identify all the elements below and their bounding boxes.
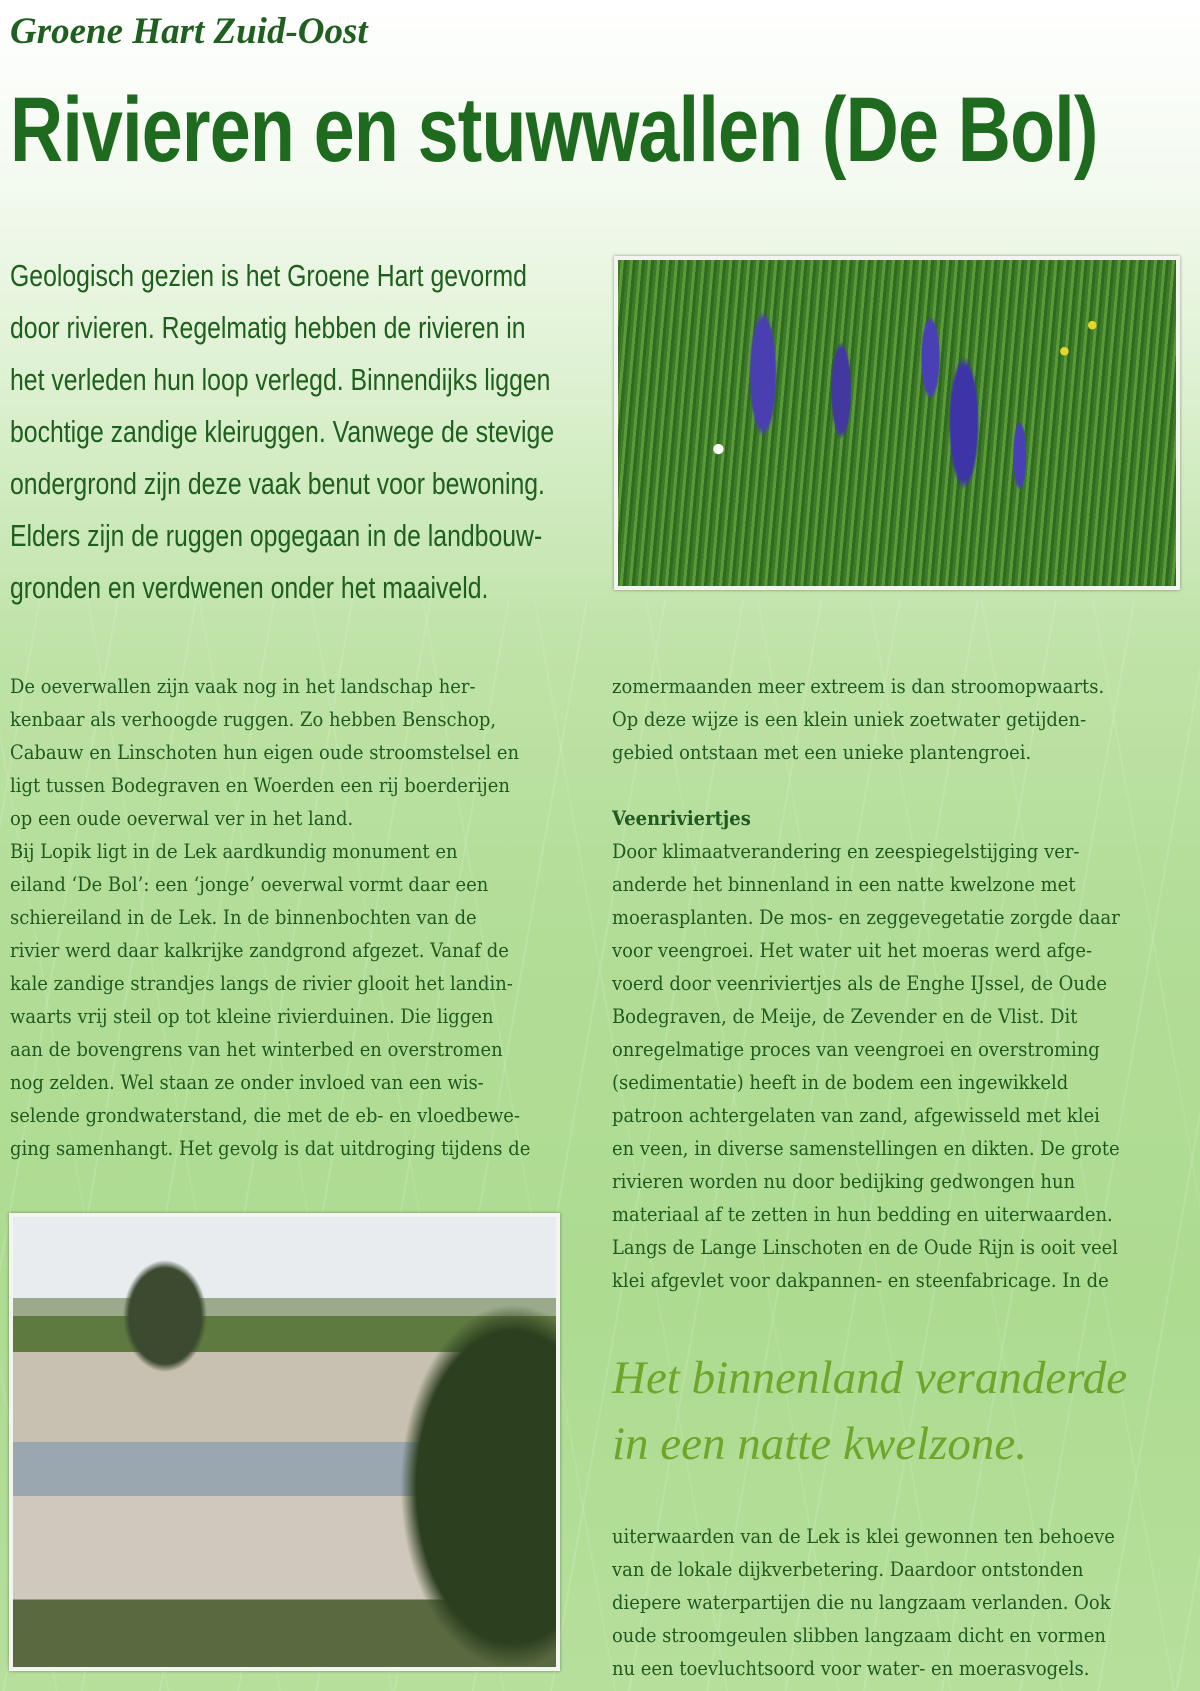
text-line: aan de bovengrens van het winterbed en overstromen <box>10 1038 503 1061</box>
series-title: Groene Hart Zuid-Oost <box>10 11 368 52</box>
text-line: kale zandige strandjes langs de rivier glooit het landin- <box>10 972 513 995</box>
left-column-text <box>10 670 530 1165</box>
text-line: patroon achtergelaten van zand, afgewisseld met klei <box>612 1104 1100 1127</box>
text-line: voerd door veenriviertjes als de Enghe IJssel, de Oude <box>612 972 1108 995</box>
text-line: gronden en verdwenen onder het maaiveld. <box>10 570 489 605</box>
text-line: waarts vrij steil op tot kleine rivierduinen. Die liggen <box>10 1005 494 1028</box>
text-line: bochtige zandige kleiruggen. Vanwege de stevige <box>10 414 555 449</box>
text-line: oude stroomgeulen slibben langzaam dicht en vormen <box>612 1624 1106 1647</box>
text-line: De oeverwallen zijn vaak nog in het landschap her- <box>10 675 476 698</box>
text-line: Cabauw en Linschoten hun eigen oude stroomstelsel en <box>10 741 520 764</box>
text-line: ondergrond zijn deze vaak benut voor bewoning. <box>10 466 545 501</box>
text-line: Bij Lopik ligt in de Lek aardkundig monument en <box>10 840 458 863</box>
photo-sage-flowers <box>614 256 1180 590</box>
text-line: moerasplanten. De mos- en zeggevegetatie zorgde daar <box>612 906 1120 929</box>
text-line: ging samenhangt. Het gevolg is dat uitdroging tijdens de <box>10 1137 531 1160</box>
quote-line: in een natte kwelzone. <box>612 1418 1028 1470</box>
text-line: kenbaar als verhoogde ruggen. Zo hebben Benschop, <box>10 708 497 731</box>
text-line: anderde het binnenland in een natte kwelzone met <box>612 873 1076 896</box>
text-line: het verleden hun loop verlegd. Binnendijks liggen <box>10 362 551 397</box>
text-line: klei afgevlet voor dakpannen- en steenfabricage. In de <box>612 1269 1109 1292</box>
text-line: (sedimentatie) heeft in de bodem een ingewikkeld <box>612 1071 1069 1094</box>
text-line: schiereiland in de Lek. In de binnenbochten van de <box>10 906 477 929</box>
photo-river-lek <box>9 1213 560 1671</box>
text-line: rivier werd daar kalkrijke zandgrond afgezet. Vanaf de <box>10 939 509 962</box>
text-line: rivieren worden nu door bedijking gedwongen hun <box>612 1170 1076 1193</box>
text-line: Bodegraven, de Meije, de Zevender en de Vlist. Dit <box>612 1005 1078 1028</box>
text-line: Geologisch gezien is het Groene Hart gevormd <box>10 258 527 293</box>
text-line: nu een toevluchtsoord voor water- en moerasvogels. <box>612 1657 1090 1680</box>
intro-paragraph <box>10 250 570 614</box>
text-line: van de lokale dijkverbetering. Daardoor ontstonden <box>612 1558 1084 1581</box>
page-title: Rivieren en stuwwallen (De Bol) <box>10 79 1098 181</box>
text-line: diepere waterpartijen die nu langzaam verlanden. Ook <box>612 1591 1111 1614</box>
text-line: materiaal af te zetten in hun bedding en uiterwaarden. <box>612 1203 1113 1226</box>
closing-text <box>612 1520 1115 1685</box>
pull-quote <box>612 1345 1127 1477</box>
quote-line: Het binnenland veranderde <box>612 1352 1128 1404</box>
text-line: uiterwaarden van de Lek is klei gewonnen ten behoeve <box>612 1525 1115 1548</box>
text-line: selende grondwaterstand, die met de eb- en vloedbewe- <box>10 1104 520 1127</box>
right-column-text <box>612 670 1120 1297</box>
text-line: Langs de Lange Linschoten en de Oude Rijn is ooit veel <box>612 1236 1119 1259</box>
text-line: op een oude oeverwal ver in het land. <box>10 807 354 830</box>
text-line: eiland ‘De Bol’: een ‘jonge’ oeverwal vormt daar een <box>10 873 489 896</box>
section-heading: Veenriviertjes <box>612 807 751 830</box>
text-line: Elders zijn de ruggen opgegaan in de landbouw- <box>10 518 543 553</box>
text-line: gebied ontstaan met een unieke plantengroei. <box>612 741 1032 764</box>
text-line: en veen, in diverse samenstellingen en dikten. De grote <box>612 1137 1120 1160</box>
text-line: Op deze wijze is een klein uniek zoetwater getijden- <box>612 708 1087 731</box>
text-line: ligt tussen Bodegraven en Woerden een rij boerderijen <box>10 774 510 797</box>
text-line: zomermaanden meer extreem is dan stroomopwaarts. <box>612 675 1105 698</box>
text-line: nog zelden. Wel staan ze onder invloed van een wis- <box>10 1071 484 1094</box>
text-line: voor veengroei. Het water uit het moeras werd afge- <box>612 939 1093 962</box>
text-line: Door klimaatverandering en zeespiegelstijging ver- <box>612 840 1080 863</box>
text-line: onregelmatige proces van veengroei en overstroming <box>612 1038 1100 1061</box>
text-line: door rivieren. Regelmatig hebben de rivieren in <box>10 310 526 345</box>
